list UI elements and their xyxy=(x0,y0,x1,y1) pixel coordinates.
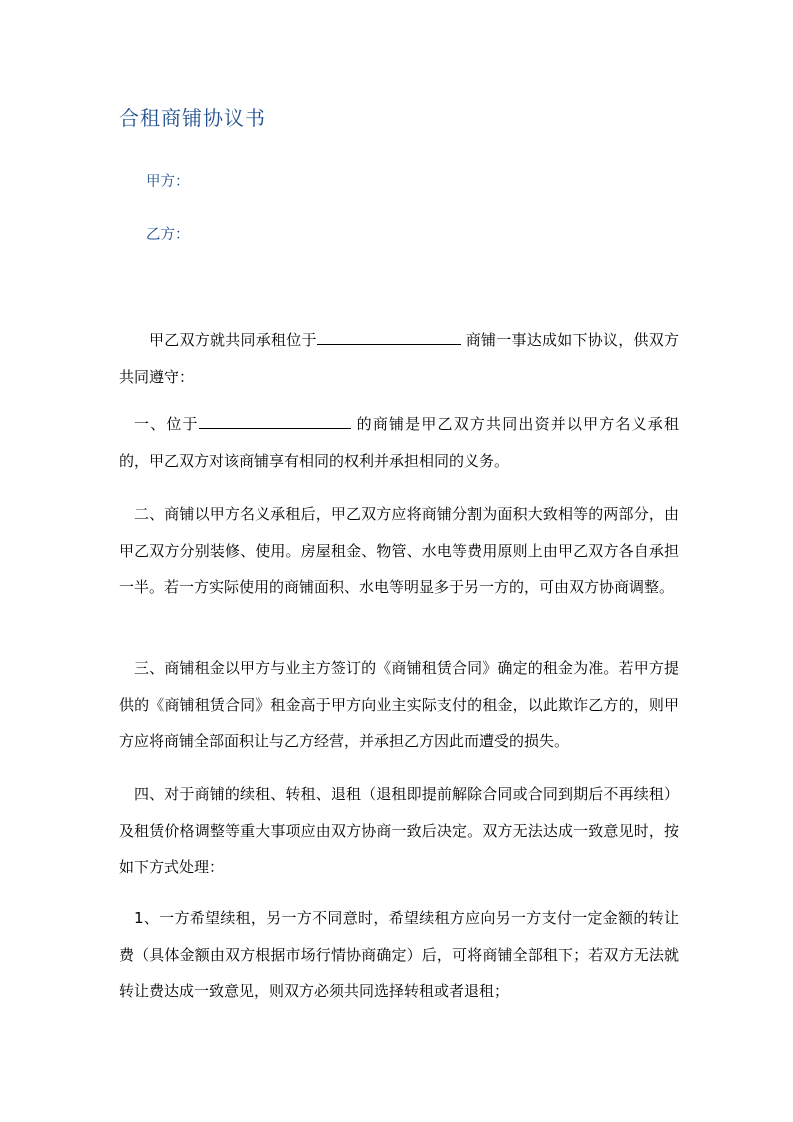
party-a-label: 甲方： xyxy=(146,174,190,190)
shop-location-blank-line xyxy=(199,414,351,429)
intro-text-before: 甲乙双方就共同承租位于 xyxy=(149,331,317,349)
clause-4-paragraph: 四、对于商铺的续租、转租、退租（退租即提前解除合同或合同到期后不再续租）及租赁价格调整等重大事项应由双方协商一致后决定。双方无法达成一致意见时，按如下方式处理： xyxy=(119,785,679,876)
location-blank-line xyxy=(317,330,461,345)
party-b-label: 乙方： xyxy=(146,227,190,243)
clause-2-paragraph: 二、商铺以甲方名义承租后，甲乙双方应将商铺分割为面积大致相等的两部分，由甲乙双方分别装修、使用。房屋租金、物管、水电等费用原则上由甲乙双方各自承担一半。若一方实际使用的商铺面积、水电等明显多于另一方的，可由双方协商调整。 xyxy=(119,505,679,596)
document-title: 合租商铺协议书 xyxy=(119,106,266,130)
clause-1-paragraph xyxy=(119,406,679,479)
intro-text-after: 商铺一事达成如下协议，供双方共同遵守： xyxy=(119,331,679,386)
intro-paragraph xyxy=(119,322,679,395)
clause-3-paragraph: 三、商铺租金以甲方与业主方签订的《商铺租赁合同》确定的租金为准。若甲方提供的《商铺租赁合同》租金高于甲方向业主实际支付的租金，以此欺诈乙方的，则甲方应将商铺全部面积让与乙方经营，并承担乙方因此而遭受的损失。 xyxy=(119,659,679,750)
clause-4-1-paragraph: 1、一方希望续租，另一方不同意时，希望续租方应向另一方支付一定金额的转让费（具体金额由双方根据市场行情协商确定）后，可将商铺全部租下；若双方无法就转让费达成一致意见，则双方必须共同选择转租或者退租； xyxy=(119,909,679,1000)
clause-1-text-after: 的商铺是甲乙双方共同出资并以甲方名义承租的，甲乙双方对该商铺享有相同的权利并承担相同的义务。 xyxy=(119,415,679,470)
clause-1-text-before: 一、位于 xyxy=(134,415,199,433)
